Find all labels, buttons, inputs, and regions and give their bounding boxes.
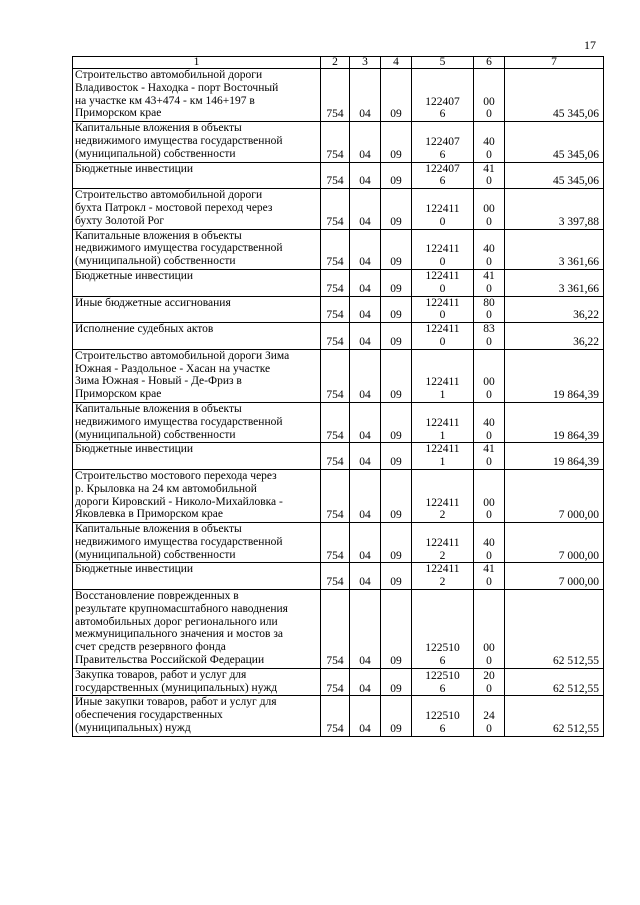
header-row [73,57,604,69]
subsection-code-cell: 09 [381,189,412,229]
target-code-cell: 122407 6 [412,69,474,122]
item-name-cell: Исполнение судебных актов [73,323,321,350]
subsection-code-cell: 09 [381,269,412,296]
ministry-code-cell: 754 [321,696,350,736]
item-name-cell: Бюджетные инвестиции [73,563,321,590]
amount-cell: 45 345,06 [505,162,604,189]
ministry-code-cell: 754 [321,469,350,522]
table-row [73,443,604,470]
item-name-cell: Бюджетные инвестиции [73,443,321,470]
section-code-cell: 04 [350,668,381,696]
expense-type-cell: 00 0 [474,349,505,402]
expense-type-cell: 40 0 [474,229,505,269]
expense-type-cell: 41 0 [474,269,505,296]
table-row [73,668,604,696]
table-row [73,269,604,296]
column-header: 6 [474,57,505,69]
item-name-cell: Строительство автомобильной дороги Зима Южная - Раздольное - Хасан на участке Зима Южная - Новый - Де-Фриз в Приморском крае [73,349,321,402]
section-code-cell: 04 [350,323,381,350]
section-code-cell: 04 [350,162,381,189]
amount-cell: 7 000,00 [505,563,604,590]
subsection-code-cell: 09 [381,349,412,402]
table-row [73,563,604,590]
target-code-cell: 122411 0 [412,229,474,269]
ministry-code-cell: 754 [321,590,350,669]
subsection-code-cell: 09 [381,696,412,736]
ministry-code-cell: 754 [321,323,350,350]
amount-cell: 36,22 [505,323,604,350]
target-code-cell: 122411 2 [412,523,474,563]
expense-type-cell: 40 0 [474,523,505,563]
ministry-code-cell: 754 [321,69,350,122]
target-code-cell: 122411 2 [412,469,474,522]
amount-cell: 62 512,55 [505,696,604,736]
ministry-code-cell: 754 [321,296,350,323]
section-code-cell: 04 [350,122,381,162]
table-row [73,296,604,323]
subsection-code-cell: 09 [381,469,412,522]
amount-cell: 3 397,88 [505,189,604,229]
ministry-code-cell: 754 [321,668,350,696]
subsection-code-cell: 09 [381,69,412,122]
target-code-cell: 122411 0 [412,269,474,296]
amount-cell: 36,22 [505,296,604,323]
ministry-code-cell: 754 [321,189,350,229]
expense-type-cell: 40 0 [474,402,505,442]
table-row [73,323,604,350]
item-name-cell: Капитальные вложения в объекты недвижимого имущества государственной (муниципальной) собственности [73,229,321,269]
table-body [73,57,604,737]
section-code-cell: 04 [350,696,381,736]
item-name-cell: Строительство автомобильной дороги бухта Патрокл - мостовой переход через бухту Золотой Рог [73,189,321,229]
section-code-cell: 04 [350,349,381,402]
subsection-code-cell: 09 [381,122,412,162]
table-row [73,189,604,229]
target-code-cell: 122411 0 [412,296,474,323]
table-row [73,122,604,162]
column-header: 3 [350,57,381,69]
item-name-cell: Закупка товаров, работ и услуг для государственных (муниципальных) нужд [73,668,321,696]
column-header: 2 [321,57,350,69]
section-code-cell: 04 [350,443,381,470]
amount-cell: 45 345,06 [505,122,604,162]
subsection-code-cell: 09 [381,668,412,696]
item-name-cell: Капитальные вложения в объекты недвижимого имущества государственной (муниципальной) собственности [73,402,321,442]
amount-cell: 7 000,00 [505,469,604,522]
expense-type-cell: 00 0 [474,189,505,229]
ministry-code-cell: 754 [321,563,350,590]
item-name-cell: Иные бюджетные ассигнования [73,296,321,323]
expense-type-cell: 80 0 [474,296,505,323]
table-row [73,162,604,189]
amount-cell: 19 864,39 [505,349,604,402]
amount-cell: 62 512,55 [505,590,604,669]
subsection-code-cell: 09 [381,402,412,442]
table-row [73,69,604,122]
ministry-code-cell: 754 [321,523,350,563]
section-code-cell: 04 [350,269,381,296]
expense-type-cell: 40 0 [474,122,505,162]
amount-cell: 19 864,39 [505,402,604,442]
section-code-cell: 04 [350,296,381,323]
target-code-cell: 122411 1 [412,443,474,470]
ministry-code-cell: 754 [321,349,350,402]
table-row [73,590,604,669]
ministry-code-cell: 754 [321,402,350,442]
expense-type-cell: 00 0 [474,590,505,669]
item-name-cell: Строительство мостового перехода через р. Крыловка на 24 км автомобильной дороги Кировский - Николо-Михайловка - Яковлевка в Приморском крае [73,469,321,522]
subsection-code-cell: 09 [381,523,412,563]
target-code-cell: 122510 6 [412,668,474,696]
amount-cell: 3 361,66 [505,269,604,296]
subsection-code-cell: 09 [381,323,412,350]
section-code-cell: 04 [350,523,381,563]
column-header: 4 [381,57,412,69]
target-code-cell: 122411 1 [412,349,474,402]
item-name-cell: Бюджетные инвестиции [73,162,321,189]
expense-type-cell: 24 0 [474,696,505,736]
expense-type-cell: 83 0 [474,323,505,350]
column-header: 1 [73,57,321,69]
amount-cell: 3 361,66 [505,229,604,269]
target-code-cell: 122407 6 [412,162,474,189]
amount-cell: 19 864,39 [505,443,604,470]
target-code-cell: 122411 2 [412,563,474,590]
item-name-cell: Строительство автомобильной дороги Владивосток - Находка - порт Восточный на участке км 43+474 - км 146+197 в Приморском крае [73,69,321,122]
item-name-cell: Восстановление поврежденных в результате крупномасштабного наводнения автомобильных дорог регионального или межмуниципального значения и мостов за счет средств резервного фонда Правительства Российской Федерации [73,590,321,669]
item-name-cell: Капитальные вложения в объекты недвижимого имущества государственной (муниципальной) собственности [73,523,321,563]
subsection-code-cell: 09 [381,443,412,470]
section-code-cell: 04 [350,229,381,269]
amount-cell: 62 512,55 [505,668,604,696]
item-name-cell: Иные закупки товаров, работ и услуг для обеспечения государственных (муниципальных) нужд [73,696,321,736]
expense-type-cell: 00 0 [474,469,505,522]
section-code-cell: 04 [350,563,381,590]
page-number: 17 [584,38,596,52]
target-code-cell: 122407 6 [412,122,474,162]
expense-type-cell: 41 0 [474,162,505,189]
target-code-cell: 122510 6 [412,590,474,669]
table-row [73,469,604,522]
ministry-code-cell: 754 [321,443,350,470]
table-row [73,229,604,269]
subsection-code-cell: 09 [381,590,412,669]
target-code-cell: 122411 0 [412,189,474,229]
target-code-cell: 122411 0 [412,323,474,350]
expense-type-cell: 41 0 [474,563,505,590]
ministry-code-cell: 754 [321,269,350,296]
expense-type-cell: 41 0 [474,443,505,470]
target-code-cell: 122411 1 [412,402,474,442]
target-code-cell: 122510 6 [412,696,474,736]
ministry-code-cell: 754 [321,122,350,162]
subsection-code-cell: 09 [381,563,412,590]
subsection-code-cell: 09 [381,229,412,269]
section-code-cell: 04 [350,469,381,522]
amount-cell: 7 000,00 [505,523,604,563]
subsection-code-cell: 09 [381,296,412,323]
column-header: 7 [505,57,604,69]
table-row [73,349,604,402]
section-code-cell: 04 [350,402,381,442]
item-name-cell: Бюджетные инвестиции [73,269,321,296]
table-row [73,402,604,442]
subsection-code-cell: 09 [381,162,412,189]
ministry-code-cell: 754 [321,162,350,189]
budget-table [72,56,604,737]
table-row [73,523,604,563]
ministry-code-cell: 754 [321,229,350,269]
section-code-cell: 04 [350,69,381,122]
section-code-cell: 04 [350,189,381,229]
column-header: 5 [412,57,474,69]
table-row [73,696,604,736]
amount-cell: 45 345,06 [505,69,604,122]
item-name-cell: Капитальные вложения в объекты недвижимого имущества государственной (муниципальной) собственности [73,122,321,162]
expense-type-cell: 00 0 [474,69,505,122]
section-code-cell: 04 [350,590,381,669]
expense-type-cell: 20 0 [474,668,505,696]
